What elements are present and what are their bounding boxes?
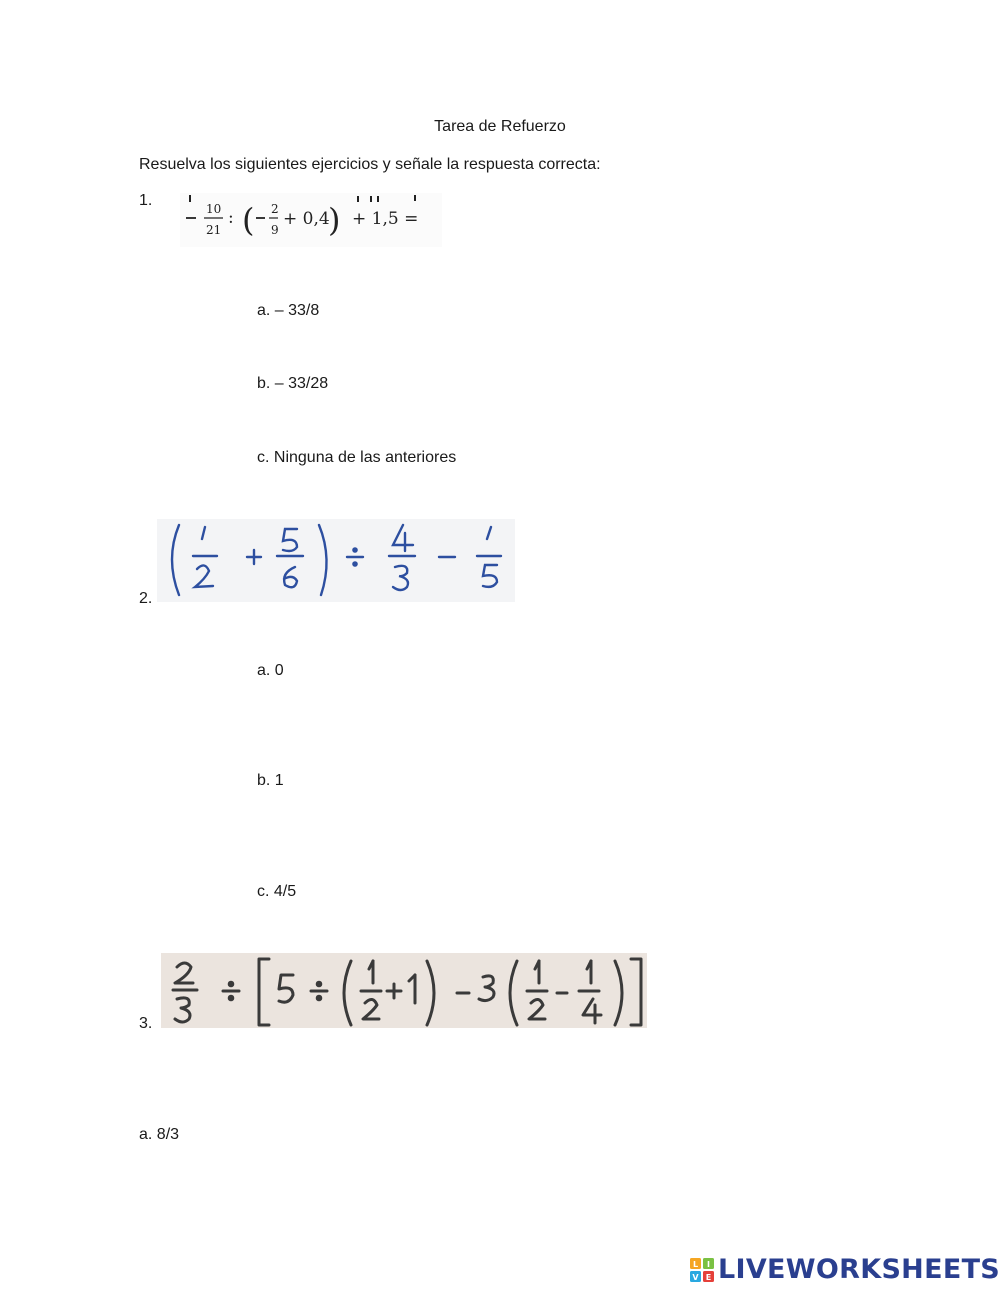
question-1-option-b[interactable]: b. – 33/28 <box>257 375 329 392</box>
question-1-option-c[interactable]: c. Ninguna de las anteriores <box>257 449 457 466</box>
question-2-option-c[interactable]: c. 4/5 <box>257 883 297 900</box>
svg-text:(: ( <box>242 201 255 239</box>
svg-text:+ 0,4: + 0,4 <box>283 209 330 229</box>
page-title: Tarea de Refuerzo <box>434 118 566 135</box>
question-2-expression-image <box>157 519 515 602</box>
liveworksheets-logo-text: LIVEWORKSHEETS <box>718 1254 1000 1285</box>
question-1-number: 1. <box>139 192 153 209</box>
logo-tile-l: L <box>692 1259 699 1269</box>
question-2-option-a[interactable]: a. 0 <box>257 662 284 679</box>
question-1-option-a[interactable]: a. – 33/8 <box>257 302 320 319</box>
svg-text:+ 1,5 =: + 1,5 = <box>352 209 419 229</box>
logo-tile-v: V <box>692 1272 699 1282</box>
question-3-option-a[interactable]: a. 8/3 <box>139 1126 180 1143</box>
svg-text:21: 21 <box>206 223 222 237</box>
svg-text:): ) <box>328 201 341 239</box>
liveworksheets-logo[interactable] <box>690 1254 1000 1285</box>
instructions: Resuelva los siguientes ejercicios y señale la respuesta correcta: <box>139 156 601 173</box>
question-3-expression-image <box>161 953 647 1028</box>
question-3-number: 3. <box>139 1015 153 1032</box>
question-2-number: 2. <box>139 590 153 607</box>
svg-text:2: 2 <box>271 202 279 216</box>
logo-tile-i: I <box>707 1259 710 1269</box>
svg-text::: : <box>228 208 234 228</box>
question-2-option-b[interactable]: b. 1 <box>257 772 284 789</box>
logo-tile-e: E <box>705 1272 712 1282</box>
liveworksheets-logo-icon <box>690 1258 714 1282</box>
svg-text:9: 9 <box>271 223 279 237</box>
question-1-expression-image <box>180 193 442 247</box>
svg-text:10: 10 <box>206 202 222 216</box>
